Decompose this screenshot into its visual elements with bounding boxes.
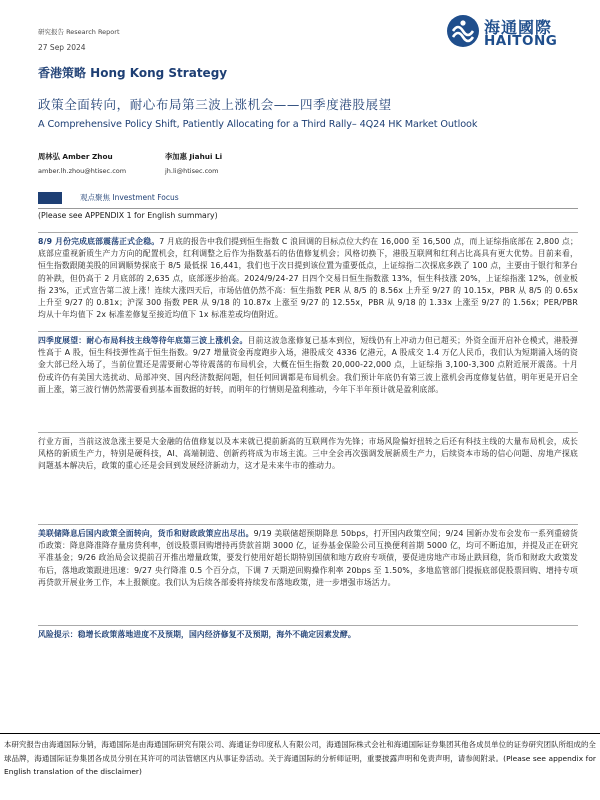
paragraph-body: 目前这波急涨修复已基本到位，短线仍有上冲动力但已超买；外资全面开启补仓模式，港股弹性高于 A 股，恒生科技弹性高于恒生指数。9/27 增量资金再度跑步入场，港股成交 4336 亿港元，A 股成交 1.4 万亿人民币，我们认为短期涌入场的资金大部已经入场了，当前位置还是需要耐心等待震荡的布局机会，大概在恒生指数 20,000-22,000 点，上证综指 3,100-3,300 点附近展开震荡。十月份或许仍有美国大选扰动、局部冲突、国内经济数据问题，但任何回调都是布局机会。我们预计年底仍有第三波上涨机会再度修复估值，明年更是开启全面上涨，第三波行情仍然需要看到基本面数据的好转，而明年的行情则是盈利推动，今年下半年预计就是盈利底部。 xyxy=(38,336,578,394)
author-email[interactable]: jh.li@htisec.com xyxy=(165,167,219,175)
report-type: 研究报告 Research Report xyxy=(38,28,120,36)
footer-divider xyxy=(0,733,600,734)
divider xyxy=(38,432,578,433)
appendix-note: (Please see APPENDIX 1 for English summary) xyxy=(38,211,218,220)
report-date: 27 Sep 2024 xyxy=(38,43,86,52)
logo-text-cn: 海通國際 xyxy=(484,18,553,37)
divider xyxy=(38,331,578,332)
strategy-label: 香港策略 Hong Kong Strategy xyxy=(38,66,228,80)
haitong-logo-icon xyxy=(446,14,480,48)
report-header xyxy=(38,26,120,54)
paragraph xyxy=(38,528,578,589)
report-title-cn: 政策全面转向，耐心布局第三波上涨机会——四季度港股展望 xyxy=(38,97,392,112)
logo-text-en: HAITONG xyxy=(484,33,558,49)
paragraph-lead: 四季度展望：耐心布局科技主线等待年底第三波上涨机会。 xyxy=(38,336,248,345)
paragraph xyxy=(38,236,578,321)
divider xyxy=(38,232,578,233)
divider xyxy=(38,524,578,525)
paragraph-body: 9/19 美联储超预期降息 50bps，打开国内政策空间；9/24 国新办发布会发布一系列重磅货币政策：降息降准降存量房贷利率，创设股票回购增持再贷款首期 3000 亿，证券基金保险公司互换便利首期 5000 亿，均可不断追加，并提及正在研究平准基金；9/26 政治局会议提前召开推出增量政策，要发行使用好超长期特别国债和地方政府专项债，要促进房地产市场止跌回稳，货币和财政大政策发布后，落地政策跟进迅速：9/27 央行降准 0.5 个百分点，下调 7 天期逆回购操作利率 20bps 至 1.50%，多地监管部门提振底部促股票回购、增持专项再贷款开展业务工作，本上报额度。我们认为后续各部委将持续发布落地政策，进一步增强市场活力。 xyxy=(38,529,578,587)
divider xyxy=(38,625,578,626)
report-title-en: A Comprehensive Policy Shift, Patiently Allocating for a Third Rally– 4Q24 HK Market Outlook xyxy=(38,119,478,130)
paragraph xyxy=(38,335,578,396)
paragraph-body: 行业方面，当前这波急涨主要是大金融的估值修复以及本来就已提前新高的互联网作为先锋；市场风险偏好扭转之后还有科技主线的大量布局机会，成长风格的新质生产力，特别是硬科技，AI、高端制造、创新药将成为市场主流。三中全会再次强调发展新质生产力，后续资本市场的信心问题、房地产探底问题基本解决后，政策的重心还是会回到发展经济新动力，这才是未来牛市的推动力。 xyxy=(38,437,578,471)
paragraph-lead: 美联储降息后国内政策全面转向，货币和财政政策应出尽出。 xyxy=(38,529,254,538)
paragraph-lead: 风险提示：稳增长政策落地进度不及预期，国内经济修复不及预期，海外不确定因素发酵。 xyxy=(38,630,356,639)
risk-warning xyxy=(38,629,578,641)
haitong-logo xyxy=(446,14,576,48)
paragraph-body: 7 月底的报告中我们提到恒生指数 C 浪回调的目标点位大约在 16,000 至 16,500 点，而上证综指底部在 2,800 点；底部应重视新质生产力方向的配置机会，红利调整之后作为指数基石的估值修复机会；风格切换下，港股互联网和红利占比高具有更大优势。目前来看，恒生指数跟随美股的回调顺势探底于 8/5 最低探 16,441，我们也于次日提到该位置为重要低点，上证综指二次探底多跌了 100 点，主要由于银行和茅台的补跌，但仍高于 2 月底部的 2,635 点，底部逐步抬高。2024/9/24-27 日四个交易日恒生指数涨 13%，恒生科技涨 20%，上证综指涨 12%，创业板指 23%，正式宣告第二波上涨！连续大涨四天后，市场估值仍然不高：恒生指数 PER 从 8/5 的 8.56x 上升至 9/27 的 10.15x，PBR 从 8/5 的 0.65x 上升至 9/27 的 0.81x；沪深 300 指数 PER 从 9/18 的 10.87x 上涨至 9/27 的 12.55x，PBR 从 9/18 的 1.33x 上涨至 9/27 的 1.56x；PER/PBR 均从十年均值下 2x 标准差修复至接近均值下 1x 标准差或均值附近。 xyxy=(38,237,578,320)
author-email[interactable]: amber.lh.zhou@htisec.com xyxy=(38,167,127,175)
investment-focus-label: 观点聚焦 Investment Focus xyxy=(80,193,179,202)
divider xyxy=(38,208,578,209)
author-name: 李加惠 Jiahui Li xyxy=(165,152,223,161)
footer-disclaimer: 本研究报告由海通国际分销，海通国际是由海通国际研究有限公司、海通证券印度私人有限公司，海通国际株式会社和海通国际证券集团其他各成员单位的证券研究团队所组成的全球品牌，海通国际证券集团各成员分别在其许可的司法管辖区内从事证券活动。关于海通国际的分析师证明，重要披露声明和免责声明，请参阅附录。(Please see appendix for English translation of the disclaimer) xyxy=(4,740,596,776)
author-name: 周林弘 Amber Zhou xyxy=(38,152,113,161)
focus-bar xyxy=(38,192,62,204)
paragraph xyxy=(38,436,578,473)
paragraph-lead: 8/9 月份完成底部震荡正式企稳。 xyxy=(38,237,160,246)
